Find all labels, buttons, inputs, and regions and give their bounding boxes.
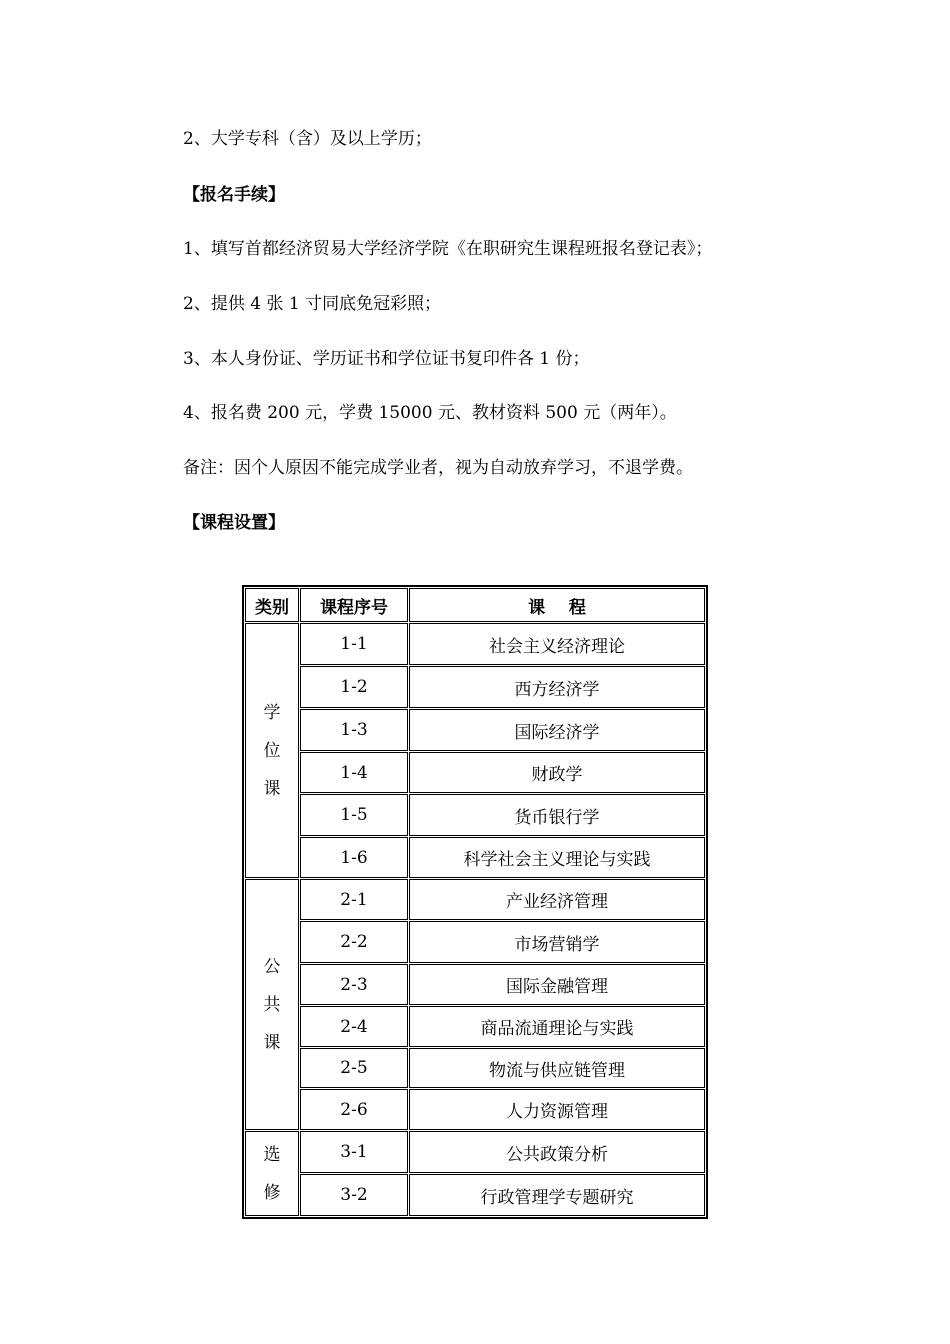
- category-label: 学位课: [263, 702, 281, 799]
- course-number: 2-1: [300, 879, 408, 920]
- course-name: 社会主义经济理论: [409, 623, 705, 665]
- table-row: [245, 879, 705, 920]
- table-row: [245, 837, 705, 878]
- table-row: [245, 752, 705, 793]
- course-name: 货币银行学: [409, 794, 705, 836]
- course-name: 科学社会主义理论与实践: [409, 837, 705, 878]
- course-number: 2-6: [300, 1089, 408, 1130]
- table-row: [245, 1131, 705, 1173]
- course-number: 3-1: [300, 1131, 408, 1173]
- table-header-row: [245, 588, 705, 622]
- category-cell: [245, 623, 299, 878]
- header-number: 课程序号: [300, 588, 408, 622]
- course-number: 2-5: [300, 1048, 408, 1088]
- course-name: 产业经济管理: [409, 879, 705, 920]
- table-row: [245, 964, 705, 1005]
- table-row: [245, 794, 705, 836]
- table-row: [245, 1006, 705, 1047]
- category-label: 公共课: [263, 956, 281, 1053]
- registration-step-3: 3、本人身份证、学历证书和学位证书复印件各 1 份；: [183, 349, 590, 369]
- registration-note: 备注：因个人原因不能完成学业者，视为自动放弃学习，不退学费。: [183, 458, 693, 478]
- course-table: [242, 585, 708, 1219]
- course-name: 市场营销学: [409, 921, 705, 963]
- category-label: 选修: [263, 1144, 281, 1203]
- course-number: 3-2: [300, 1174, 408, 1216]
- header-course: 课 程: [409, 588, 705, 622]
- course-number: 1-4: [300, 752, 408, 793]
- course-name: 公共政策分析: [409, 1131, 705, 1173]
- course-number: 2-2: [300, 921, 408, 963]
- course-number: 2-3: [300, 964, 408, 1005]
- course-heading: 【课程设置】: [183, 513, 285, 533]
- registration-step-1: 1、填写首都经济贸易大学经济学院《在职研究生课程班报名登记表》；: [183, 239, 713, 259]
- course-name: 行政管理学专题研究: [409, 1174, 705, 1216]
- table-row: [245, 709, 705, 751]
- table-row: [245, 623, 705, 665]
- course-number: 1-3: [300, 709, 408, 751]
- course-name: 人力资源管理: [409, 1089, 705, 1130]
- course-number: 1-5: [300, 794, 408, 836]
- course-name: 商品流通理论与实践: [409, 1006, 705, 1047]
- category-cell: [245, 879, 299, 1130]
- course-name: 财政学: [409, 752, 705, 793]
- table-row: [245, 1089, 705, 1130]
- registration-heading: 【报名手续】: [183, 185, 285, 205]
- table-row: [245, 921, 705, 963]
- course-number: 2-4: [300, 1006, 408, 1047]
- table-row: [245, 1048, 705, 1088]
- requirement-line-2: 2、大学专科（含）及以上学历；: [183, 129, 432, 149]
- course-number: 1-6: [300, 837, 408, 878]
- course-number: 1-1: [300, 623, 408, 665]
- registration-step-2: 2、提供 4 张 1 寸同底免冠彩照；: [183, 294, 442, 314]
- course-name: 西方经济学: [409, 666, 705, 708]
- table-row: [245, 1174, 705, 1216]
- category-cell: [245, 1131, 299, 1216]
- header-category: 类别: [245, 588, 299, 622]
- course-table-body: [245, 623, 705, 1216]
- course-name: 国际金融管理: [409, 964, 705, 1005]
- course-number: 1-2: [300, 666, 408, 708]
- course-name: 物流与供应链管理: [409, 1048, 705, 1088]
- registration-step-4: 4、报名费 200 元，学费 15000 元、教材资料 500 元（两年）。: [183, 403, 677, 423]
- table-row: [245, 666, 705, 708]
- course-name: 国际经济学: [409, 709, 705, 751]
